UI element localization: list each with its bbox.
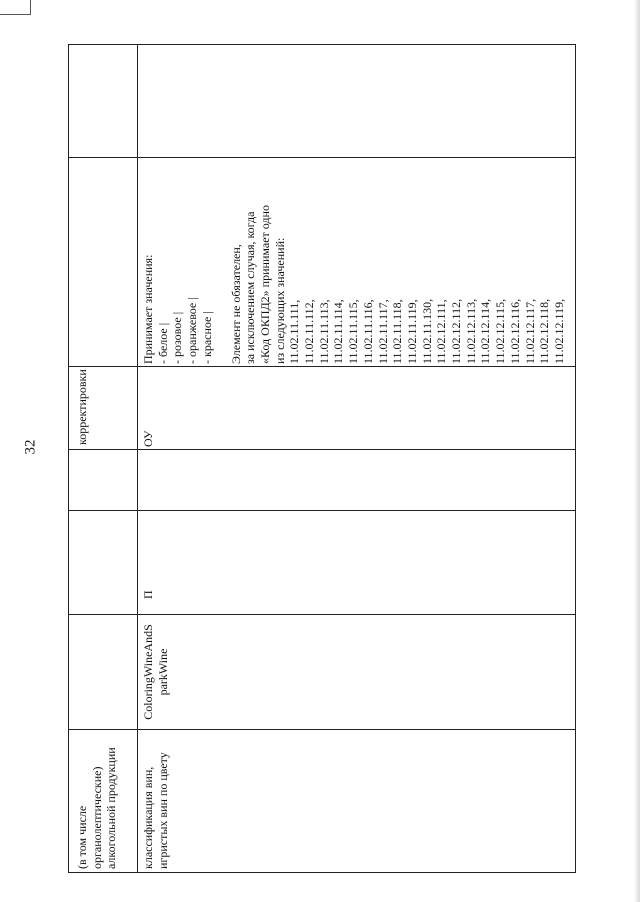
values-intro: Принимает значения: [141, 254, 155, 364]
continuation-name-line: (в том числе [75, 805, 89, 869]
code-item: 11.02.12.116, [507, 298, 522, 364]
requirement-value: ОУ [141, 430, 155, 447]
value-item: - розовое | [170, 311, 185, 364]
continuation-name-line: органолептические) [89, 766, 104, 869]
continuation-name-text [75, 747, 119, 869]
page-number-text: 32 [22, 439, 39, 455]
type-value: П [141, 590, 155, 599]
value-item: - оранжевое | [185, 297, 200, 364]
element-line: ColoringWineAndS [141, 624, 155, 720]
type-cell [139, 511, 199, 614]
page-number [22, 439, 39, 455]
name-cell [139, 730, 199, 871]
element-line: parkWine [155, 648, 170, 696]
code-item: 11.02.12.119, [551, 298, 566, 364]
condition-line: «Код ОКПД2» принимает одно [257, 205, 272, 364]
continuation-name-cell [70, 730, 136, 871]
code-item: 11.02.11.117, [375, 299, 390, 364]
code-item: 11.02.11.113, [316, 299, 331, 364]
continuation-description-cell [70, 367, 136, 449]
table-border-right [575, 44, 576, 873]
description-text [141, 205, 567, 364]
code-item: 11.02.12.112, [449, 298, 464, 364]
code-item: 11.02.11.111, [287, 299, 302, 364]
requirement-cell [139, 367, 199, 449]
code-item: 11.02.12.117, [522, 298, 537, 364]
continuation-description-line: корректировки [75, 369, 89, 445]
code-item: 11.02.11.116, [360, 299, 375, 364]
condition-line: Элемент не обязателен, [228, 244, 243, 364]
code-item: 11.02.12.111, [434, 299, 449, 364]
multiplicity-cell [139, 450, 199, 510]
code-item: 11.02.12.118, [537, 298, 552, 364]
condition-line: за исключением случая, когда [243, 211, 258, 364]
requirement-text [141, 431, 156, 448]
scan-corner-mark [0, 0, 31, 15]
continuation-name-line: алкогольной продукции [104, 747, 119, 869]
row-divider-1 [137, 44, 138, 873]
code-item: 11.02.11.119, [404, 299, 419, 364]
code-item: 11.02.12.114, [478, 298, 493, 364]
code-item: 11.02.11.115, [346, 299, 361, 364]
type-text [141, 590, 156, 599]
code-item: 11.02.11.118, [390, 299, 405, 364]
code-item: 11.02.12.113, [463, 298, 478, 364]
name-line: классификация вин, [141, 766, 155, 869]
notes-cell [139, 45, 575, 157]
code-item: 11.02.11.114, [331, 299, 346, 364]
value-item: - белое | [155, 322, 170, 364]
code-item: 11.02.11.130, [419, 298, 434, 364]
scan-edge-shadow [634, 0, 640, 902]
name-text [141, 752, 170, 869]
requirements-table [68, 44, 576, 873]
continuation-description-text [75, 369, 90, 445]
table-border-left [68, 44, 69, 873]
condition-line: из следующих значений: [272, 237, 287, 364]
element-text [141, 616, 170, 728]
code-item: 11.02.12.115, [493, 298, 508, 364]
code-item: 11.02.11.112, [302, 299, 317, 364]
table-border-bottom [68, 872, 576, 873]
paragraph-gap [215, 205, 229, 364]
name-line: игристых вин по цвету [155, 752, 170, 869]
element-cell [139, 615, 199, 729]
value-item: - красное | [199, 311, 214, 364]
description-cell [139, 158, 575, 366]
